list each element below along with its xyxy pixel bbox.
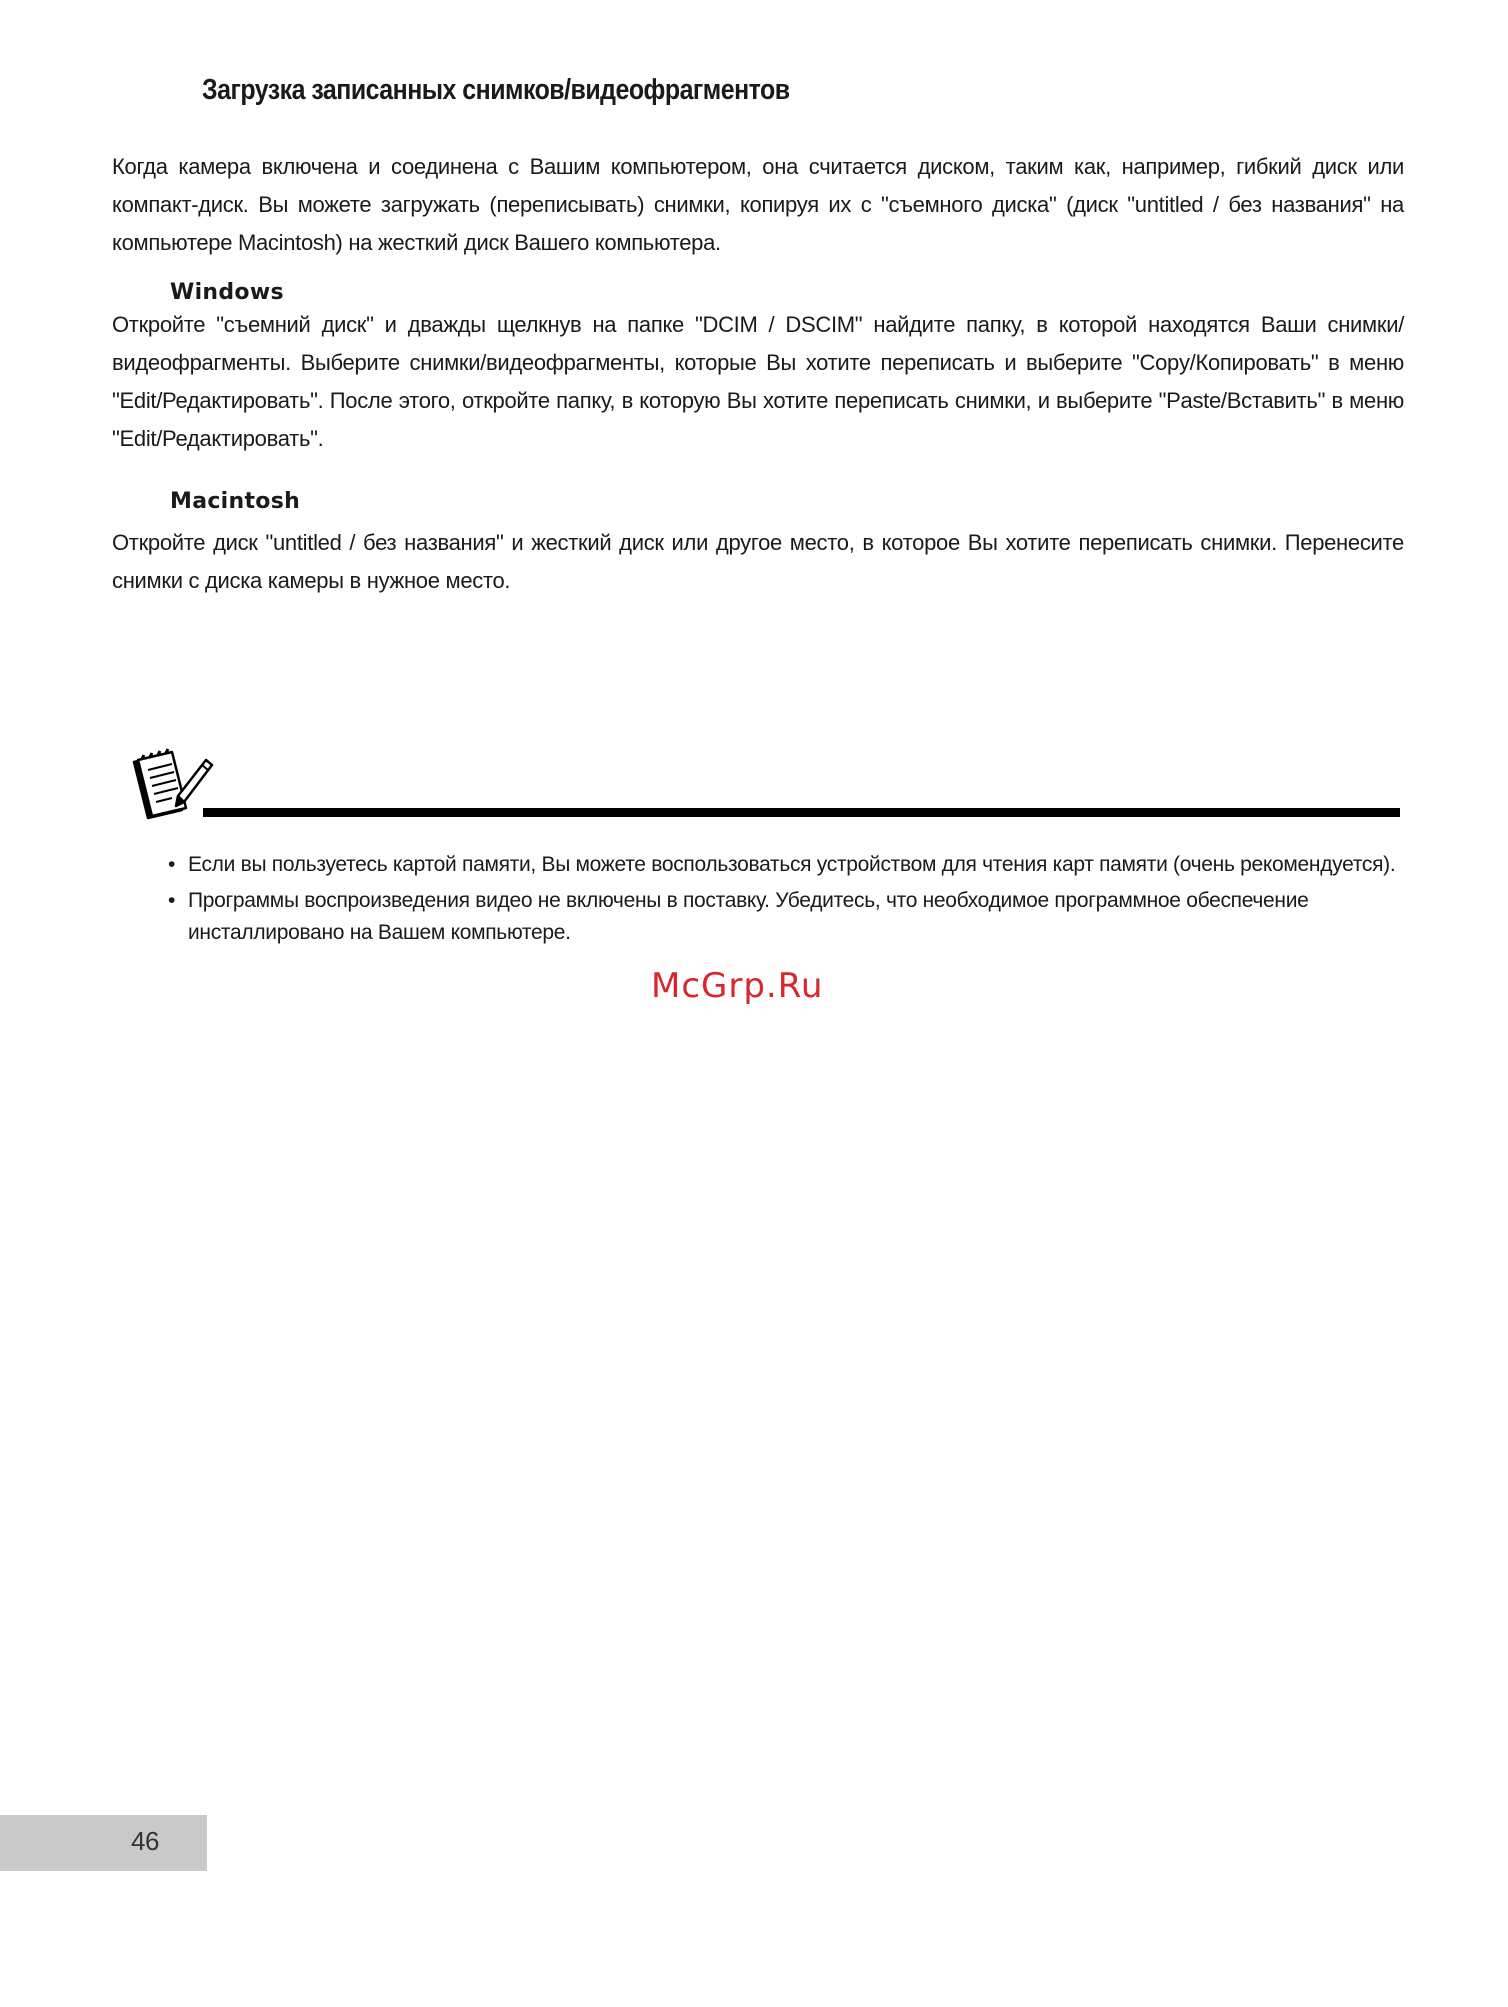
page-number: 46	[131, 1826, 159, 1856]
list-item: • Если вы пользуетесь картой памяти, Вы можете воспользоваться устройством для чтения карт памяти (очень рекомендуется).	[168, 849, 1398, 881]
macintosh-paragraph: Откройте диск "untitled / без названия" и жесткий диск или другое место, в которое Вы хотите переписать снимки. Перенесите снимки с диска камеры в нужное место.	[112, 530, 1404, 593]
watermark: McGrp.Ru	[651, 966, 824, 1006]
windows-heading: Windows	[170, 280, 284, 305]
note-divider	[203, 808, 1400, 817]
notepad-pencil-icon	[128, 748, 216, 830]
page-number-box	[0, 1815, 207, 1871]
windows-paragraph: Откройте "съемний диск" и дважды щелкнув на папке "DCIM / DSCIM" найдите папку, в которой находятся Ваши снимки/видеофрагменты. Выберите снимки/видеофрагменты, которые Вы хотите переписать и выберите "Copy/Копировать" в меню "Edit/Редактировать". После этого, откройте папку, в которую Вы хотите переписать снимки, и выберите "Paste/Вставить" в меню "Edit/Редактировать".	[112, 312, 1404, 451]
page-title: Загрузка записанных снимков/видеофрагментов	[202, 74, 790, 106]
macintosh-heading: Macintosh	[170, 489, 301, 514]
note-list	[168, 849, 1398, 953]
list-item: • Программы воспроизведения видео не включены в поставку. Убедитесь, что необходимое программное обеспечение инсталлировано на Вашем компьютере.	[168, 885, 1398, 949]
intro-paragraph: Когда камера включена и соединена с Вашим компьютером, она считается диском, таким как, например, гибкий диск или компакт-диск. Вы можете загружать (переписывать) снимки, копируя их с "съемного диска" (диск "untitled / без названия" на компьютере Macintosh) на жесткий диск Вашего компьютера.	[112, 154, 1404, 255]
